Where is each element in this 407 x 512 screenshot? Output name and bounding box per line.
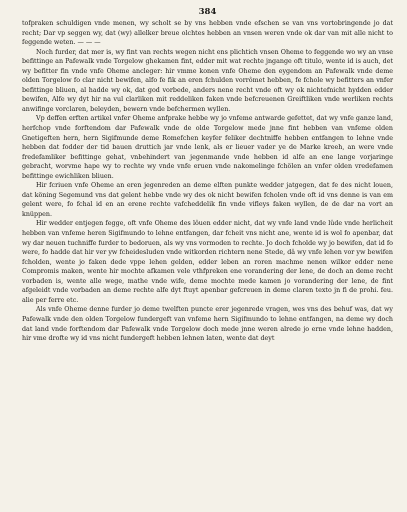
paragraph-2: Noch furder, dat mer is, wy fint van rechts wegen nicht ens plichtich vnsen Oheme to feggende wo wy an vnse befittinge an Pafewalk vnde Torgelow ghekamen fint, edder mit wat rechte jngange oft titulo, wente id is auch, det wy befitter fin vnde vnfe Oheme ancleger: hir vmme konen vnfe Oheme den eygendom an Pafewalk vnde deme olden Torgelow fo clar nicht bewifen, alfo fe fik an eren fchulden vorrômet hebben, fe fchole wy befitters an vnfer befittinge bliuen, al hadde wy ok, dat god vorbede, anders nene recht vnde oft wy ok nichtefnicht hydden edder bewifen, Alfe wy dyt hir na vul clarliken mit reddeliken faken vnde befcreuenen Greiftliken vnde werliken rechts anwifinge vorclaren, beleyden, bewern vnde befchermen wyllen. [22,48,393,113]
paragraph-3: Vp deffen erften artikel vnfer Oheme anfprake hebbe wy jo vnfeme antwarde gefettet, dat wy vnfe ganze land, herfchop vnde forftendom dar Pafewalk vnde de olde Torgelow mede jnne fint hebben van vnfeme olden Gnetigeften hern, hern Sigifmunde deme Romefchen keyfer feliker dechtniffe hebben entfangen to lehne vnde hebben dat fodder der tid bauen druttich jar vnde lenk, als er lieuer vader ye de Marke kreeh, an were vnde fredefamliker befittinge gehat, vnbehindert van jegenmande vnde hebben id alfe an ene lange vorjaringe gebracht, worvme hape wy to rechte wy vnde vnfe eruen vnde nakomelinge fchölen an vnfer olden vredefamen befittinge ewichliken bliuen. [22,115,393,180]
paragraph-4: Hir fcriuen vnfe Oheme an eren jegenreden an deme elften punkte wedder jatgegen, dat fe des nicht louen, dat köning Segemund vns dat gelent hebbe vnde wy des ok nicht bewifen fcholen vnde oft id vns denne is van em gelent were, fo fchal id en an erene rechte vafcheddelik fin vnde vifleys faken wyllen, de de dar na vort an knüppen. [22,182,393,218]
paragraph-1: tofpraken schuldigen vnde menen, wy scholt se by vns hebben vnde efschen se van vns vortobringende jo dat recht; Dar vp seggen wy, dat (wy) allelker breue olchtes hebben an vnsen weren vnde ok dar van mit alle nicht to feggende weten. — — — [22,20,393,47]
paragraph-6: Als vnfe Oheme denne furder jo deme twelften puncte erer jegenrede vragen, wes vns des behuf was, dat wy Pafewalk vnde den olden Torgelow fundergeft van vnfeme hern Sigifmundo to lehne entfangen, na deme wy doch dat land vnde forftendom dar Pafewalk vnde Torgelow doch mede jnne weren alrede jo erne vnde lehne hadden, hir vme drofte wy id vns nicht fundergeft hebben lehnen laten, wente dat deyt [22,306,393,343]
paragraph-5: Hir wedder entjegen fegge, oft vnfe Oheme des lôuen edder nicht, dat wy vnfe land vnde lûde vnde herlicheit hebben van vnfeme heren Sigifmundo to lehne entfangen, dar fcheit vns nicht ane, wente id is wol fo apenbar, dat wy dar neuen tuchniffe furder to bedoruen, als wy vns vormoden to rechte. Jo doch fcholde wy jo bewifen, dat id fo were, fo hadde dat hir ver yw fcheidesluden vnde witkorden richtern nene Stede, dâ wy vnfe lehen vor yw bewifen fcholden, wente jo faken dede vppe lehen gelden, edder leben an roren machme nenen wilkor edder nene Compromis maken, wente hir mochte afkamen vele vthfpreken ene vorandering der lene, de doch an deme recht vorbaden is, wente alle wege, mathe vnde wife, deme mochte mede kamen jo vorandering der lene, de fint afgeleidt vnde vorbaden an deme rechte alfe dyt ftuyt apenbar gefcreuen in deme claren texto jn fi de prohi. feu. alie per ferre etc. [22,220,393,304]
body-text [22,19,393,344]
page-number: 384 [198,7,217,17]
